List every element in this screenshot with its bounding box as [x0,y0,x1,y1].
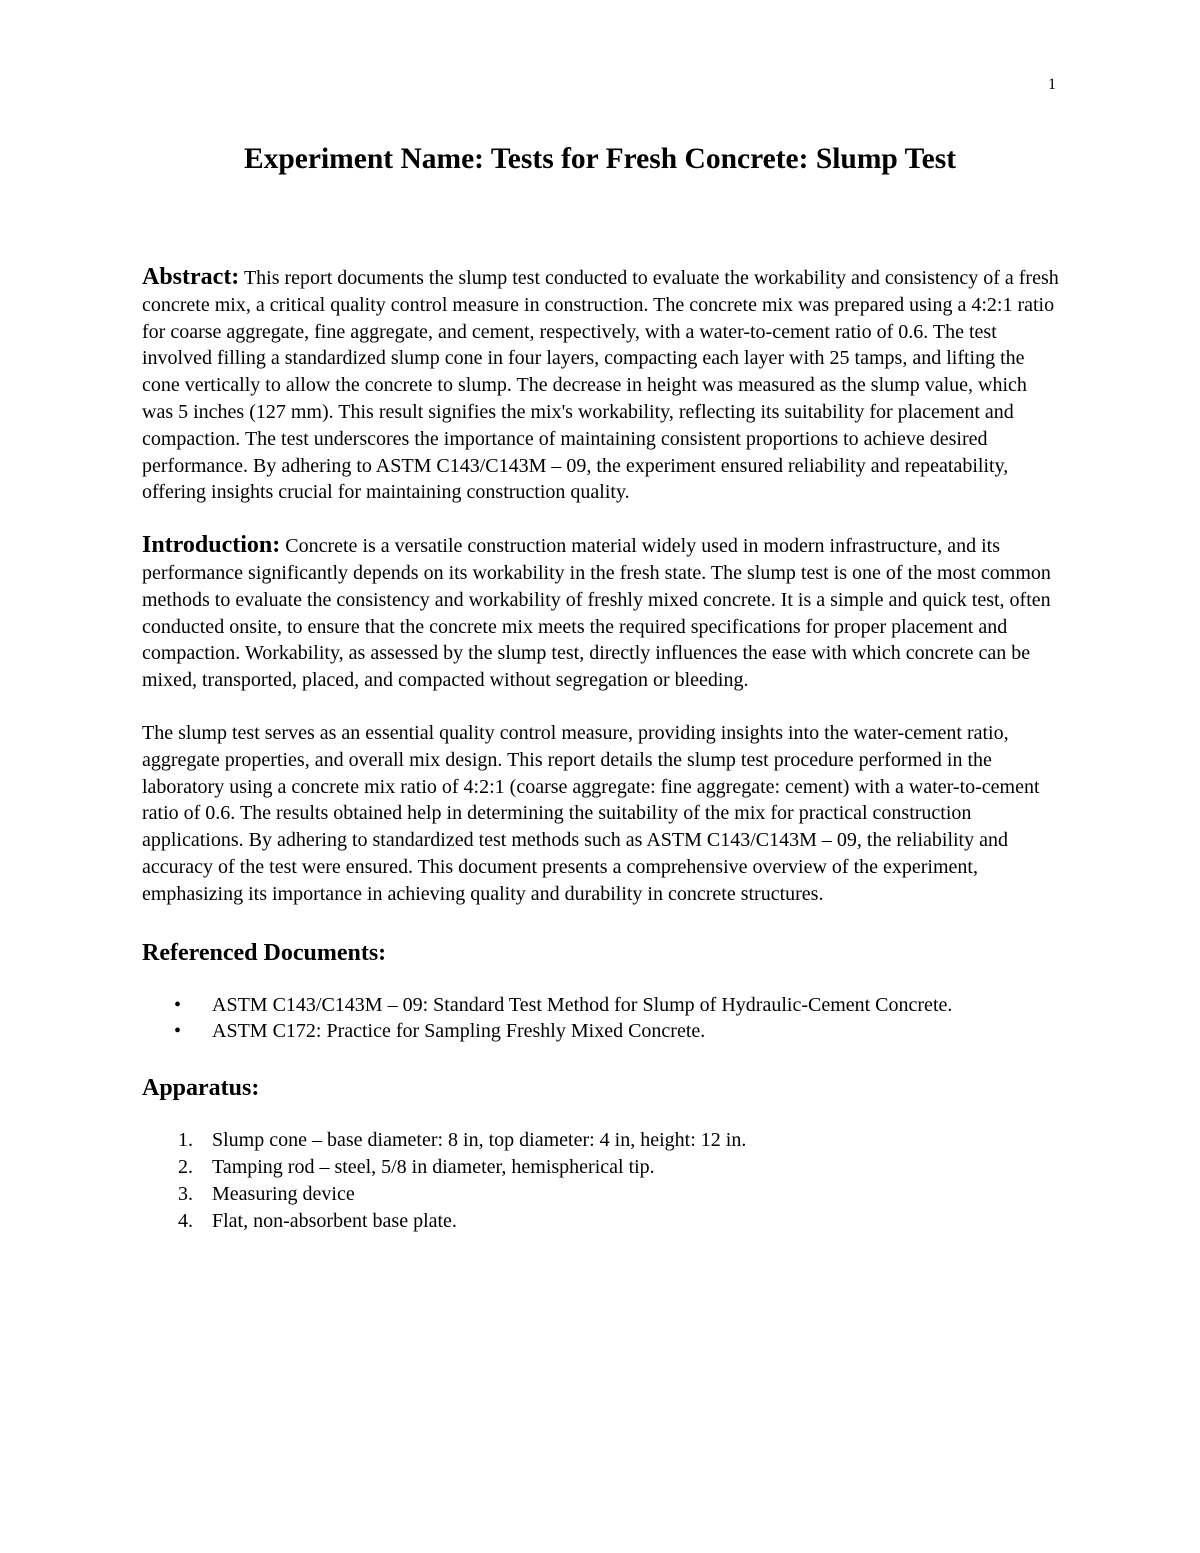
bullet-icon: • [174,993,182,1016]
bullet-icon: • [174,1020,182,1043]
abstract-text: This report documents the slump test conducted to evaluate the workability and consistency of a fresh concrete mix, a critical quality control measure in construction. The concrete mix was prepared using a 4:2:1 ratio for coarse aggregate, fine aggregate, and cement, respectively, with a water-to-cement ratio of 0.6. The test involved filling a standardized slump cone in four layers, compacting each layer with 25 tamps, and lifting the cone vertically to allow the concrete to slump. The decrease in height was measured as the slump value, which was 5 inches (127 mm). This result signifies the mix's workability, reflecting its suitability for placement and compaction. The test underscores the importance of maintaining consistent proportions to achieve desired performance. By adhering to ASTM C143/C143M – 09, the experiment ensured reliability and repeatability, offering insights crucial for maintaining construction quality. [142,267,1059,504]
apparatus-list [142,1127,1062,1234]
reference-text: ASTM C172: Practice for Sampling Freshly Mixed Concrete. [212,1020,706,1043]
abstract-heading: Abstract: [142,264,240,290]
list-item [142,1181,1062,1208]
referenced-documents-heading: Referenced Documents: [142,939,387,966]
list-number: 4. [178,1209,193,1232]
list-number: 3. [178,1182,193,1205]
list-number: 2. [178,1155,193,1178]
apparatus-text: Slump cone – base diameter: 8 in, top diameter: 4 in, height: 12 in. [212,1129,747,1152]
page-number: 1 [1048,76,1056,93]
list-item [142,1127,1062,1154]
introduction-paragraph-2: The slump test serves as an essential quality control measure, providing insights into the water-cement ratio, aggregate properties, and overall mix design. This report details the slump test procedure performed in the laboratory using a concrete mix ratio of 4:2:1 (coarse aggregate: fine aggregate: cement) with a water-to-cement ratio of 0.6. The results obtained help in determining the suitability of the mix for practical construction applications. By adhering to standardized test methods such as ASTM C143/C143M – 09, the reliability and accuracy of the test were ensured. This document presents a comprehensive overview of the experiment, emphasizing its importance in achieving quality and durability in concrete structures. [142,721,1040,905]
apparatus-heading: Apparatus: [142,1075,260,1102]
introduction-paragraph [142,532,1062,694]
apparatus-text: Measuring device [212,1182,355,1205]
abstract-paragraph [142,264,1062,506]
introduction-text: Concrete is a versatile construction material widely used in modern infrastructure, and its performance significantly depends on its workability in the fresh state. The slump test is one of the most common methods to evaluate the consistency and workability of freshly mixed concrete. It is a simple and quick test, often conducted onsite, to ensure that the concrete mix meets the required specifications for proper placement and compaction. Workability, as assessed by the slump test, directly influences the ease with which concrete can be mixed, transported, placed, and compacted without segregation or bleeding. [142,535,1051,692]
document-title: Experiment Name: Tests for Fresh Concrete: Slump Test [243,143,957,175]
list-item [142,1018,1062,1045]
introduction-heading: Introduction: [142,532,281,559]
list-number: 1. [178,1129,193,1152]
apparatus-text: Tamping rod – steel, 5/8 in diameter, hemispherical tip. [212,1155,655,1178]
list-item [142,1154,1062,1181]
list-item [142,992,1062,1019]
reference-text: ASTM C143/C143M – 09: Standard Test Method for Slump of Hydraulic-Cement Concrete. [212,993,953,1016]
document-body [142,264,1062,1234]
referenced-documents-list [142,992,1062,1046]
list-item [142,1208,1062,1235]
apparatus-text: Flat, non-absorbent base plate. [212,1209,457,1232]
